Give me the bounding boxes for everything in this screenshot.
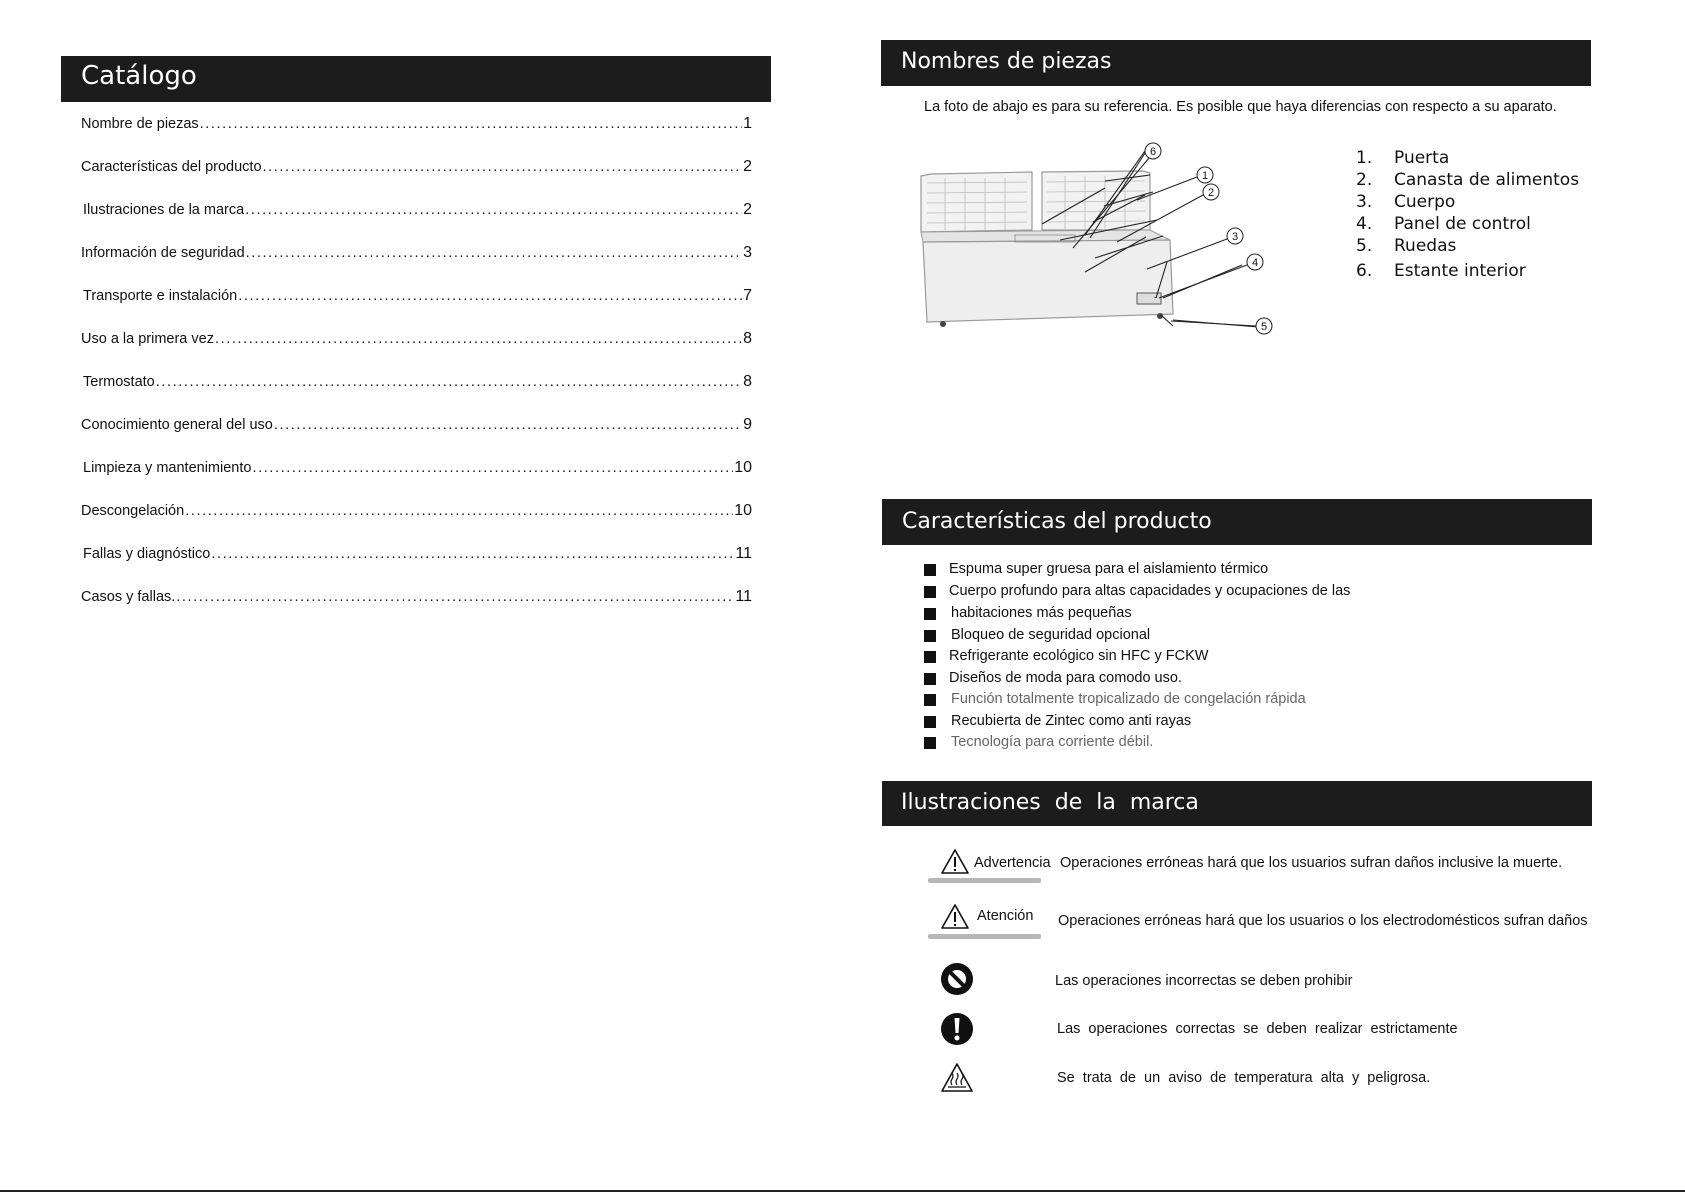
callout-4: 4: [1251, 257, 1259, 269]
catalog-title: Catálogo: [81, 61, 197, 91]
features-title: Características del producto: [902, 509, 1212, 534]
bullet-square-icon: [924, 608, 936, 620]
toc-row[interactable]: Termostato ..... 8: [83, 373, 752, 391]
parts-title: Nombres de piezas: [901, 49, 1112, 74]
brand-title: Ilustraciones de la marca: [901, 790, 1199, 815]
toc-row[interactable]: Información de seguridad ..... 3: [81, 244, 752, 262]
caution-underline: [928, 934, 1041, 939]
callout-1: 1: [1201, 170, 1209, 182]
callout-5: 5: [1260, 321, 1268, 333]
warning-text: Operaciones erróneas hará que los usuarios sufran daños inclusive la muerte.: [1060, 855, 1563, 871]
parts-header: [881, 40, 1591, 86]
features-header: [882, 499, 1592, 545]
callout-6: 6: [1149, 146, 1157, 158]
brand-header: [882, 781, 1592, 826]
toc-row[interactable]: Nombre de piezas ..... 1: [81, 115, 752, 133]
bullet-square-icon: [924, 630, 936, 642]
toc-row[interactable]: Descongelación ..... 10: [81, 502, 752, 520]
mandatory-exclamation-icon: [940, 1012, 974, 1046]
toc-row[interactable]: Conocimiento general del uso ..... 9: [81, 416, 752, 434]
toc-row[interactable]: Fallas y diagnóstico ..... 11: [83, 545, 752, 563]
bullet-square-icon: [924, 586, 936, 598]
bullet-square-icon: [924, 673, 936, 685]
bullet-square-icon: [924, 716, 936, 728]
parts-intro: La foto de abajo es para su referencia. Es posible que haya diferencias con respecto a su aparato.: [924, 99, 1557, 115]
toc-row[interactable]: Ilustraciones de la marca ..... 2: [83, 201, 752, 219]
toc-row[interactable]: Transporte e instalación ..... 7: [83, 287, 752, 305]
mandatory-text: Las operaciones correctas se deben realizar estrictamente: [1057, 1021, 1458, 1037]
caution-triangle-icon: [940, 903, 970, 930]
warning-label: Advertencia: [974, 855, 1051, 871]
bullet-square-icon: [924, 737, 936, 749]
chest-freezer-illustration: [905, 138, 1285, 343]
warning-underline: [928, 878, 1041, 883]
warning-triangle-icon: [940, 848, 970, 875]
toc-row[interactable]: Limpieza y mantenimiento ..... 10: [83, 459, 752, 477]
hot-warning-text: Se trata de un aviso de temperatura alta y peligrosa.: [1057, 1070, 1431, 1086]
prohibit-icon: [940, 962, 974, 996]
toc-row[interactable]: Uso a la primera vez ..... 8: [81, 330, 752, 348]
footer-divider: [0, 1190, 1685, 1192]
bullet-square-icon: [924, 564, 936, 576]
caution-text: Operaciones erróneas hará que los usuarios o los electrodomésticos sufran daños: [1058, 913, 1588, 929]
toc-row[interactable]: Características del producto ..... 2: [81, 158, 752, 176]
catalog-header: [61, 56, 771, 102]
callout-2: 2: [1207, 187, 1215, 199]
prohibit-text: Las operaciones incorrectas se deben prohibir: [1055, 973, 1353, 989]
bullet-square-icon: [924, 651, 936, 663]
hot-surface-icon: [940, 1062, 974, 1093]
bullet-square-icon: [924, 694, 936, 706]
caution-label: Atención: [977, 908, 1034, 924]
toc-row[interactable]: Casos y fallas. ..... 11: [81, 588, 752, 606]
callout-3: 3: [1231, 231, 1239, 243]
